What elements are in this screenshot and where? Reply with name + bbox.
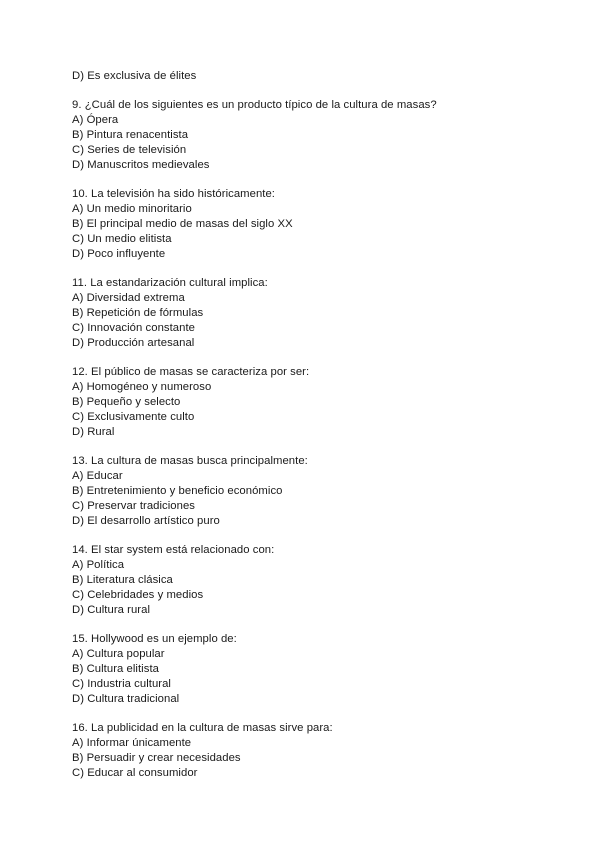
- question-14: [72, 543, 542, 618]
- option-a: A) Un medio minoritario: [72, 203, 192, 215]
- question-text: 16. La publicidad en la cultura de masas sirve para:: [72, 722, 333, 734]
- option-d: D) Producción artesanal: [72, 337, 195, 349]
- option-b: B) Entretenimiento y beneficio económico: [72, 485, 283, 497]
- option-b: B) Repetición de fórmulas: [72, 307, 204, 319]
- question-15: [72, 632, 542, 707]
- option-a: A) Educar: [72, 470, 123, 482]
- question-text: 11. La estandarización cultural implica:: [72, 277, 268, 289]
- question-10: [72, 187, 542, 262]
- option-c: C) Educar al consumidor: [72, 767, 198, 779]
- leading-option-block: [72, 69, 542, 84]
- question-13: [72, 454, 542, 529]
- option-a: A) Informar únicamente: [72, 737, 192, 749]
- option-d: D) Cultura tradicional: [72, 693, 180, 705]
- quiz-content: [72, 69, 542, 781]
- question-text: 15. Hollywood es un ejemplo de:: [72, 633, 237, 645]
- option-b: B) Pintura renacentista: [72, 129, 189, 141]
- question-text: 14. El star system está relacionado con:: [72, 544, 275, 556]
- question-text: 9. ¿Cuál de los siguientes es un producto típico de la cultura de masas?: [72, 99, 437, 111]
- option-b: B) El principal medio de masas del siglo XX: [72, 218, 293, 230]
- option-a: A) Política: [72, 559, 125, 571]
- question-11: [72, 276, 542, 351]
- option-a: A) Homogéneo y numeroso: [72, 381, 212, 393]
- question-text: 12. El público de masas se caracteriza por ser:: [72, 366, 310, 378]
- option-b: B) Cultura elitista: [72, 663, 159, 675]
- question-12: [72, 365, 542, 440]
- option-a: A) Diversidad extrema: [72, 292, 185, 304]
- question-text: 10. La televisión ha sido históricamente:: [72, 188, 275, 200]
- option-b: B) Pequeño y selecto: [72, 396, 181, 408]
- option-b: B) Persuadir y crear necesidades: [72, 752, 241, 764]
- question-text: 13. La cultura de masas busca principalmente:: [72, 455, 308, 467]
- option-c: C) Un medio elitista: [72, 233, 172, 245]
- option-d: D) Manuscritos medievales: [72, 159, 210, 171]
- option-c: C) Industria cultural: [72, 678, 171, 690]
- option-c: C) Preservar tradiciones: [72, 500, 195, 512]
- question-9: [72, 98, 542, 173]
- leading-option: D) Es exclusiva de élites: [72, 70, 197, 82]
- question-16: [72, 721, 542, 781]
- option-a: A) Cultura popular: [72, 648, 165, 660]
- option-d: D) Poco influyente: [72, 248, 166, 260]
- option-d: D) Rural: [72, 426, 115, 438]
- option-c: C) Series de televisión: [72, 144, 187, 156]
- option-b: B) Literatura clásica: [72, 574, 173, 586]
- option-c: C) Innovación constante: [72, 322, 195, 334]
- option-a: A) Ópera: [72, 114, 119, 126]
- option-c: C) Celebridades y medios: [72, 589, 204, 601]
- option-c: C) Exclusivamente culto: [72, 411, 195, 423]
- option-d: D) El desarrollo artístico puro: [72, 515, 220, 527]
- option-d: D) Cultura rural: [72, 604, 151, 616]
